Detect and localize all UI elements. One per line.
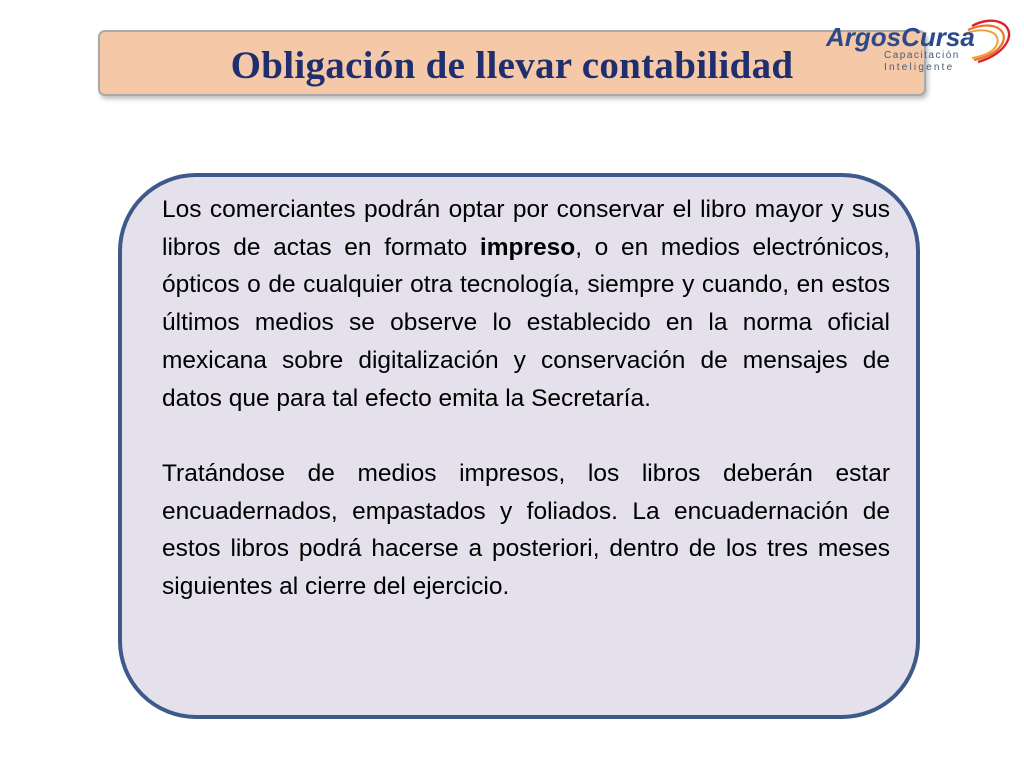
paragraph-1 xyxy=(162,191,890,417)
paragraph-1-bold-term: impreso xyxy=(479,233,576,261)
content-text xyxy=(162,191,890,606)
logo-tagline-line1: Capacitación xyxy=(884,50,960,61)
title-banner xyxy=(98,30,926,96)
argoscursa-logo xyxy=(822,16,1018,78)
paragraph-1-end: , o en medios electrónicos, ópticos o de cualquier otra tecnología, siempre y cuando, en estos últimos medios se observe lo establecido en la norma oficial mexicana sobre digitalización y conservación de mensajes de datos que para tal efecto emita la Secretaría. xyxy=(162,233,891,412)
paragraph-2: Tratándose de medios impresos, los libros deberán estar encuadernados, empastados y foliados. La encuadernación de estos libros podrá hacerse a posteriori, dentro de los tres meses siguientes al cierre del ejercicio. xyxy=(162,459,890,601)
slide-title: Obligación de llevar contabilidad xyxy=(230,43,794,87)
content-panel xyxy=(118,173,920,719)
logo-tagline-line2: Inteligente xyxy=(884,62,955,73)
paragraph-1-start: Los comerciantes podrán optar por conservar el libro mayor y sus libros de actas en formato xyxy=(162,196,890,261)
logo-name: ArgosCursa xyxy=(826,22,975,52)
